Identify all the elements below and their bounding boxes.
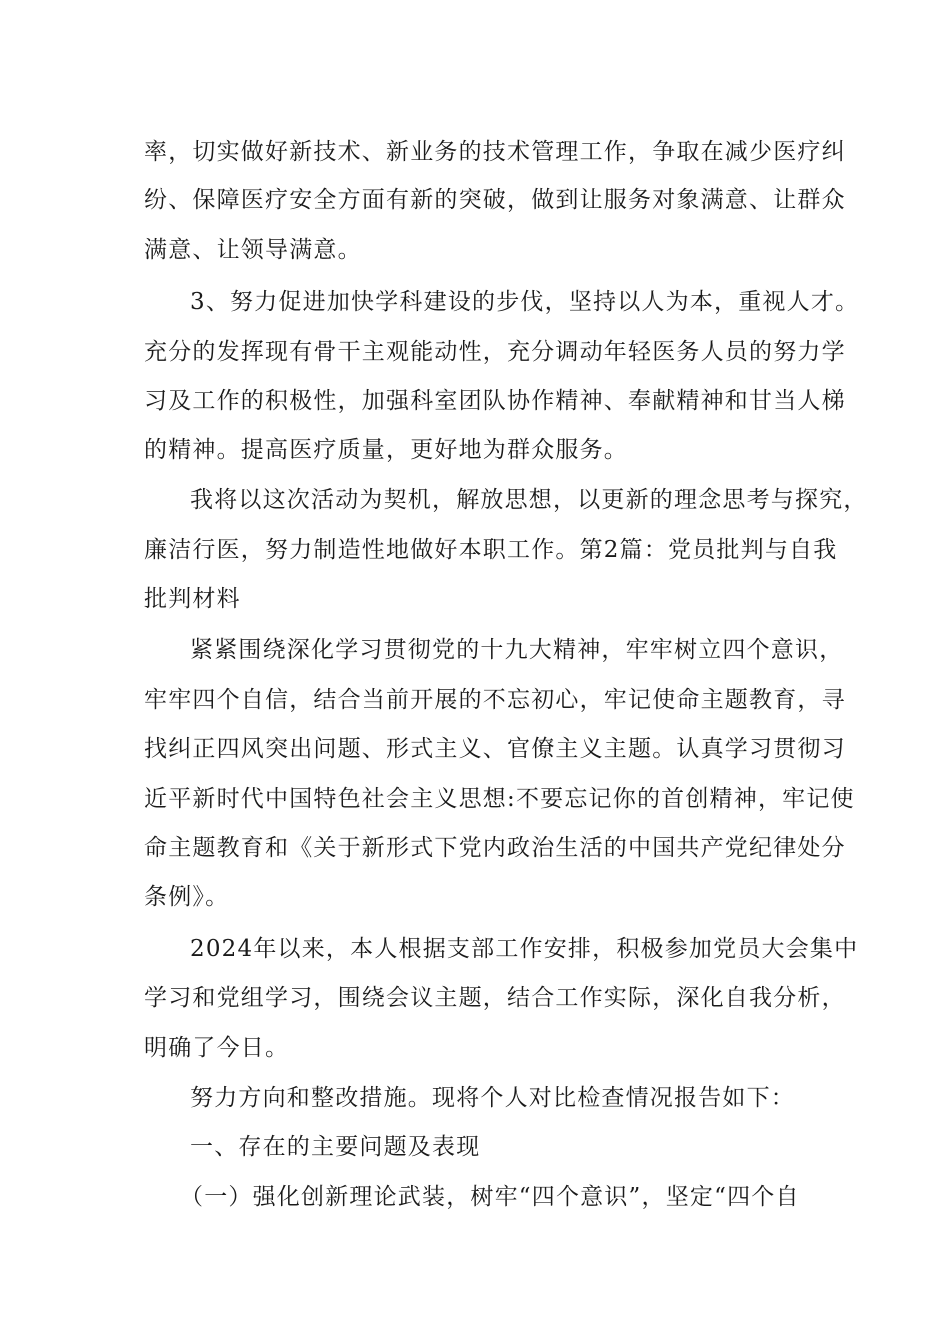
text-line: 纷、保障医疗安全方面有新的突破，做到让服务对象满意、让群众 — [144, 187, 846, 213]
paragraph-start: 2024年以来，本人根据支部工作安排，积极参加党员大会集中 — [190, 936, 859, 962]
text-line: 批判材料 — [144, 586, 241, 612]
subsection-heading: （一）强化创新理论武装，树牢“四个意识”，坚定“四个自 — [180, 1184, 800, 1210]
text-line: 牢牢四个自信，结合当前开展的不忘初心，牢记使命主题教育，寻 — [144, 687, 846, 713]
text-line: 条例》。 — [144, 884, 230, 910]
paragraph-start: 我将以这次活动为契机，解放思想，以更新的理念思考与探究， — [190, 487, 868, 513]
text-line: 学习和党组学习，围绕会议主题，结合工作实际，深化自我分析， — [144, 985, 846, 1011]
text-line: 命主题教育和《关于新形式下党内政治生活的中国共产党纪律处分 — [144, 835, 846, 861]
paragraph-start: 3、努力促进加快学科建设的步伐，坚持以人为本，重视人才。 — [190, 289, 860, 315]
paragraph-start: 努力方向和整改措施。现将个人对比检查情况报告如下： — [190, 1085, 795, 1111]
text-line: 廉洁行医，努力制造性地做好本职工作。第2篇：党员批判与自我 — [144, 537, 838, 563]
text-line: 习及工作的积极性，加强科室团队协作精神、奉献精神和甘当人梯 — [144, 388, 846, 414]
paragraph-start: 紧紧围绕深化学习贯彻党的十九大精神，牢牢树立四个意识， — [190, 637, 844, 663]
text-line: 近平新时代中国特色社会主义思想:不要忘记你的首创精神，牢记使 — [144, 786, 855, 812]
text-line: 满意、让领导满意。 — [144, 237, 362, 263]
text-line: 的精神。提高医疗质量，更好地为群众服务。 — [144, 437, 628, 463]
text-line: 充分的发挥现有骨干主观能动性，充分调动年轻医务人员的努力学 — [144, 339, 846, 365]
text-line: 率，切实做好新技术、新业务的技术管理工作，争取在减少医疗纠 — [144, 139, 846, 165]
text-line: 明确了今日。 — [144, 1035, 290, 1061]
text-line: 找纠正四风突出问题、形式主义、官僚主义主题。认真学习贯彻习 — [144, 736, 846, 762]
section-heading: 一、存在的主要问题及表现 — [190, 1134, 481, 1160]
